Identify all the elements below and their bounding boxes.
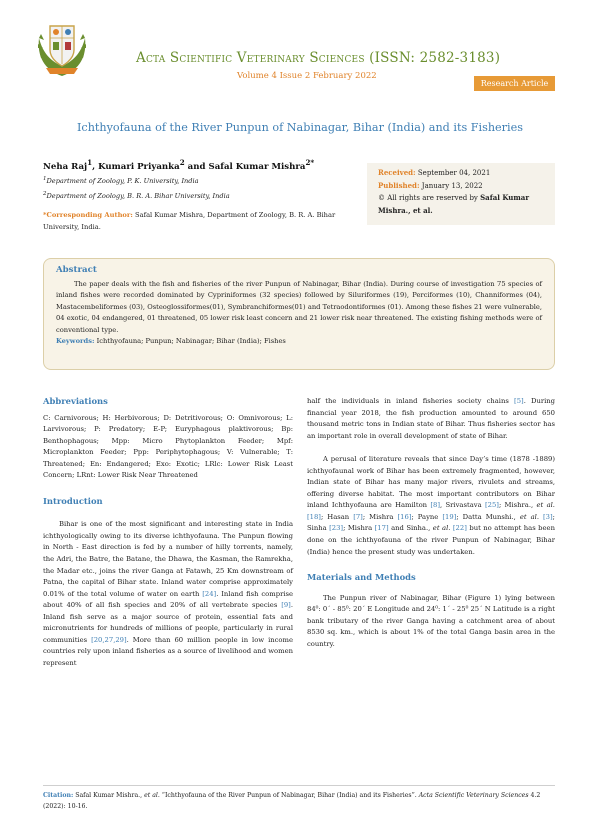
para-text: and Sinha.,	[391, 524, 431, 533]
affiliation-sup: 1	[43, 176, 47, 182]
author-sup: 2	[179, 158, 185, 167]
corresponding-author	[43, 210, 358, 233]
copyright-text: © All rights are reserved by	[378, 194, 478, 202]
citation-link[interactable]: [17]	[374, 524, 389, 533]
para-text: ; Mishra.,	[498, 501, 534, 510]
issue-line: Volume 4 Issue 2 February 2022	[237, 71, 377, 81]
author-name: Kumari Priyanka	[98, 161, 180, 172]
copyright-line	[378, 192, 544, 217]
citation-link[interactable]: [20,27,29]	[91, 635, 127, 644]
affiliation-text: Department of Zoology, B. R. A. Bihar University, India	[46, 192, 230, 201]
author-name: Safal Kumar Mishra	[208, 161, 306, 172]
para-text: . During financial year 2018, the fish production amounted to around 650 thousand metric tons in Indian state of Bihar. Thus fisheries sector has an important role in overall development of state of Bihar.	[307, 397, 556, 440]
citation-footer	[43, 791, 555, 812]
author-sup: 1	[87, 158, 93, 167]
para-text: but no attempt has been done on the ichthyofauna of the river Punpun of Nabinagar, Bihar (India) hence the present study was undertaken.	[307, 524, 555, 556]
keywords-label: Keywords:	[56, 337, 95, 346]
right-column	[307, 396, 555, 650]
para-text: , Srivastava	[440, 501, 482, 510]
keywords-text: Ichthyofauna; Punpun; Nabinagar; Bihar (India); Fishes	[96, 337, 286, 346]
affiliation	[43, 176, 199, 185]
affiliation	[43, 191, 230, 200]
para-text: ; Datta Munshi.,	[456, 512, 516, 521]
received-date: September 04, 2021	[417, 169, 491, 177]
footer-divider	[43, 785, 555, 786]
et-al: et al.	[519, 512, 539, 521]
corresponding-label: *Corresponding Author:	[43, 211, 133, 219]
citation-link[interactable]: [8]	[430, 501, 441, 510]
citation-link[interactable]: [7]	[353, 512, 363, 521]
citation-label: Citation:	[43, 792, 74, 799]
journal-title: Acta Scientific Veterinary Sciences (ISSN: 2582-3183)	[136, 50, 501, 66]
paragraph	[307, 396, 555, 442]
citation-link[interactable]: [18]	[307, 512, 321, 521]
author-sup: 2*	[305, 158, 315, 167]
page-header	[0, 0, 600, 100]
article-type-badge: Research Article	[474, 76, 555, 91]
left-column	[43, 396, 293, 669]
et-al: et al.	[432, 524, 451, 533]
intro-text: . More than 60 million people in low income countries rely upon inland fisheries as a source of livelihood and women represent	[43, 635, 293, 667]
copyright-holder: Safal Kumar Mishra., et al.	[378, 193, 530, 215]
citation-link[interactable]: [25]	[484, 501, 499, 510]
paper-title: Ichthyofauna of the River Punpun of Nabinagar, Bihar (India) and its Fisheries	[77, 121, 523, 134]
author-name: Neha Raj	[43, 161, 88, 172]
citation-link[interactable]: [23]	[329, 524, 344, 533]
corresponding-text: Safal Kumar Mishra, Department of Zoology, B. R. A. Bihar University, India.	[43, 211, 336, 231]
abstract-text: The paper deals with the fish and fisheries of the river Punpun of Nabinagar, Bihar (India). During course of investigation 75 species of inland fishes were recorded dominated by Cypriniformes (32 species) followed by Siluriformes (19), Perciformes (10), Channiformes (04), Mastacembeliformes (03), Osteoglossiformes(01), Symbranchiformes(01) and Tetraodontiformes (01). Among these fishes 21 were vulnerable, 04 exotic, 04 endangered, 01 threatened, 05 lower risk least concern and 21 lower risk near threatened. The existing fishing methods were of conventional type.	[56, 280, 542, 334]
citation-journal: Acta Scientific Veterinary Sciences	[418, 792, 529, 799]
citation-etal: et al.	[144, 792, 160, 799]
paragraph	[307, 454, 555, 558]
citation-link[interactable]: [5]	[514, 397, 524, 405]
et-al: et al.	[536, 501, 555, 510]
introduction-paragraph	[43, 519, 293, 669]
citation-link[interactable]: [19]	[442, 512, 457, 521]
citation-link[interactable]: [22]	[452, 524, 467, 533]
author-list: Neha Raj$^1$, Kumari Priyanka$^2$ and Safal Kumar Mishra$^{2*}$	[43, 158, 315, 172]
citation-text: “Ichthyofauna of the River Punpun of Nabinagar, Bihar (India) and its Fisheries”.	[161, 792, 417, 799]
published-label: Published:	[378, 180, 420, 190]
para-text: ; Payne	[411, 512, 439, 521]
citation-link[interactable]: [3]	[543, 512, 553, 521]
intro-text: Bihar is one of the most significant and interesting state in India ichthyologically owing to its diverse ichthyofauna. The Punpun flowing in North - East direction is fed by a number of hilly torrents, namely, the Adri, the Batre, the Batane, the Dhawa, the Kasman, the Ramrekha, the Madar etc., joins the river Ganga at Fatawh, 25 Km downstream of Patna, the capital of Bihar state. Inland water comprise approximately 0.01% of the total volume of water on earth	[43, 520, 293, 598]
journal-logo-icon	[32, 20, 92, 80]
received-label: Received:	[378, 168, 416, 177]
intro-text: . Inland fish serve as a major source of protein, essential fats and micronutrients for hundreds of millions of people, particularly in rural communities	[43, 601, 293, 644]
para-text: ; Sinha	[307, 512, 555, 533]
methods-heading: Materials and Methods	[307, 572, 416, 583]
affiliation-sup: 2	[43, 191, 47, 197]
dates-box	[367, 163, 555, 225]
citation-link[interactable]: [24]	[202, 589, 217, 598]
introduction-heading: Introduction	[43, 495, 103, 506]
published-date: January 13, 2022	[421, 181, 483, 190]
abbreviations-heading: Abbreviations	[43, 396, 108, 406]
para-text: ; Mishra	[362, 512, 394, 521]
intro-text: . Inland fish comprise about 40% of all fish species and 20% of all vertebrate species	[43, 589, 294, 610]
affiliation-text: Department of Zoology, P. K. University, India	[46, 177, 199, 186]
citation-text: 4.2 (2022): 10-16.	[43, 792, 541, 810]
published-line	[378, 180, 544, 193]
para-text: half the individuals in inland fisheries society chains	[307, 397, 509, 405]
citation-text: Safal Kumar Mishra.,	[75, 792, 143, 799]
methods-paragraph: The Punpun river of Nabinagar, Bihar (Figure 1) lying between 84⁰: 0´ - 85⁰: 20´ E Longitude and 24⁰: 1´ - 25⁰ 25´ N Latitude is a right bank tributary of the river Ganga having a catchment area of about 8530 sq. km., which is about 1% of the total Ganga basin area in the country.	[307, 593, 555, 648]
para-text: ; Mishra	[343, 524, 373, 533]
received-line	[378, 167, 544, 180]
para-text: A perusal of literature reveals that since Day’s time (1878 -1889) ichthyofaunal work of Bihar has been extremely fragmented, however, Indian state of Bihar has many major rivers, rivulets and streams, offering diverse habitat. The most important contributors on Bihar inland Ichthyofauna are Hamilton	[307, 455, 555, 510]
abstract-title: Abstract	[56, 265, 97, 275]
abbreviations-text: C: Carnivorous; H: Herbivorous; D: Detritivorous; O: Omnivorous; L: Larvivorous; P: Predatory; E-P; Euryphagous plaktivorous; Bp: Benthophagous; Mpp: Micro Phytoplankton Feeder; Mpf: Microplankton Feeder; Ppp: Periphytophagous; V: Vulnerable; T: Threatened; En: Endangered; Exo: Exotic; LRlc: Lower Risk Least Concern; LRnt: Lower Risk Near Threatened	[43, 413, 293, 480]
citation-link[interactable]: [16]	[397, 512, 412, 521]
para-text: ; Hasan	[320, 512, 350, 521]
citation-link[interactable]: [9]	[281, 601, 291, 610]
keywords	[56, 337, 542, 345]
abstract-box	[43, 258, 555, 370]
